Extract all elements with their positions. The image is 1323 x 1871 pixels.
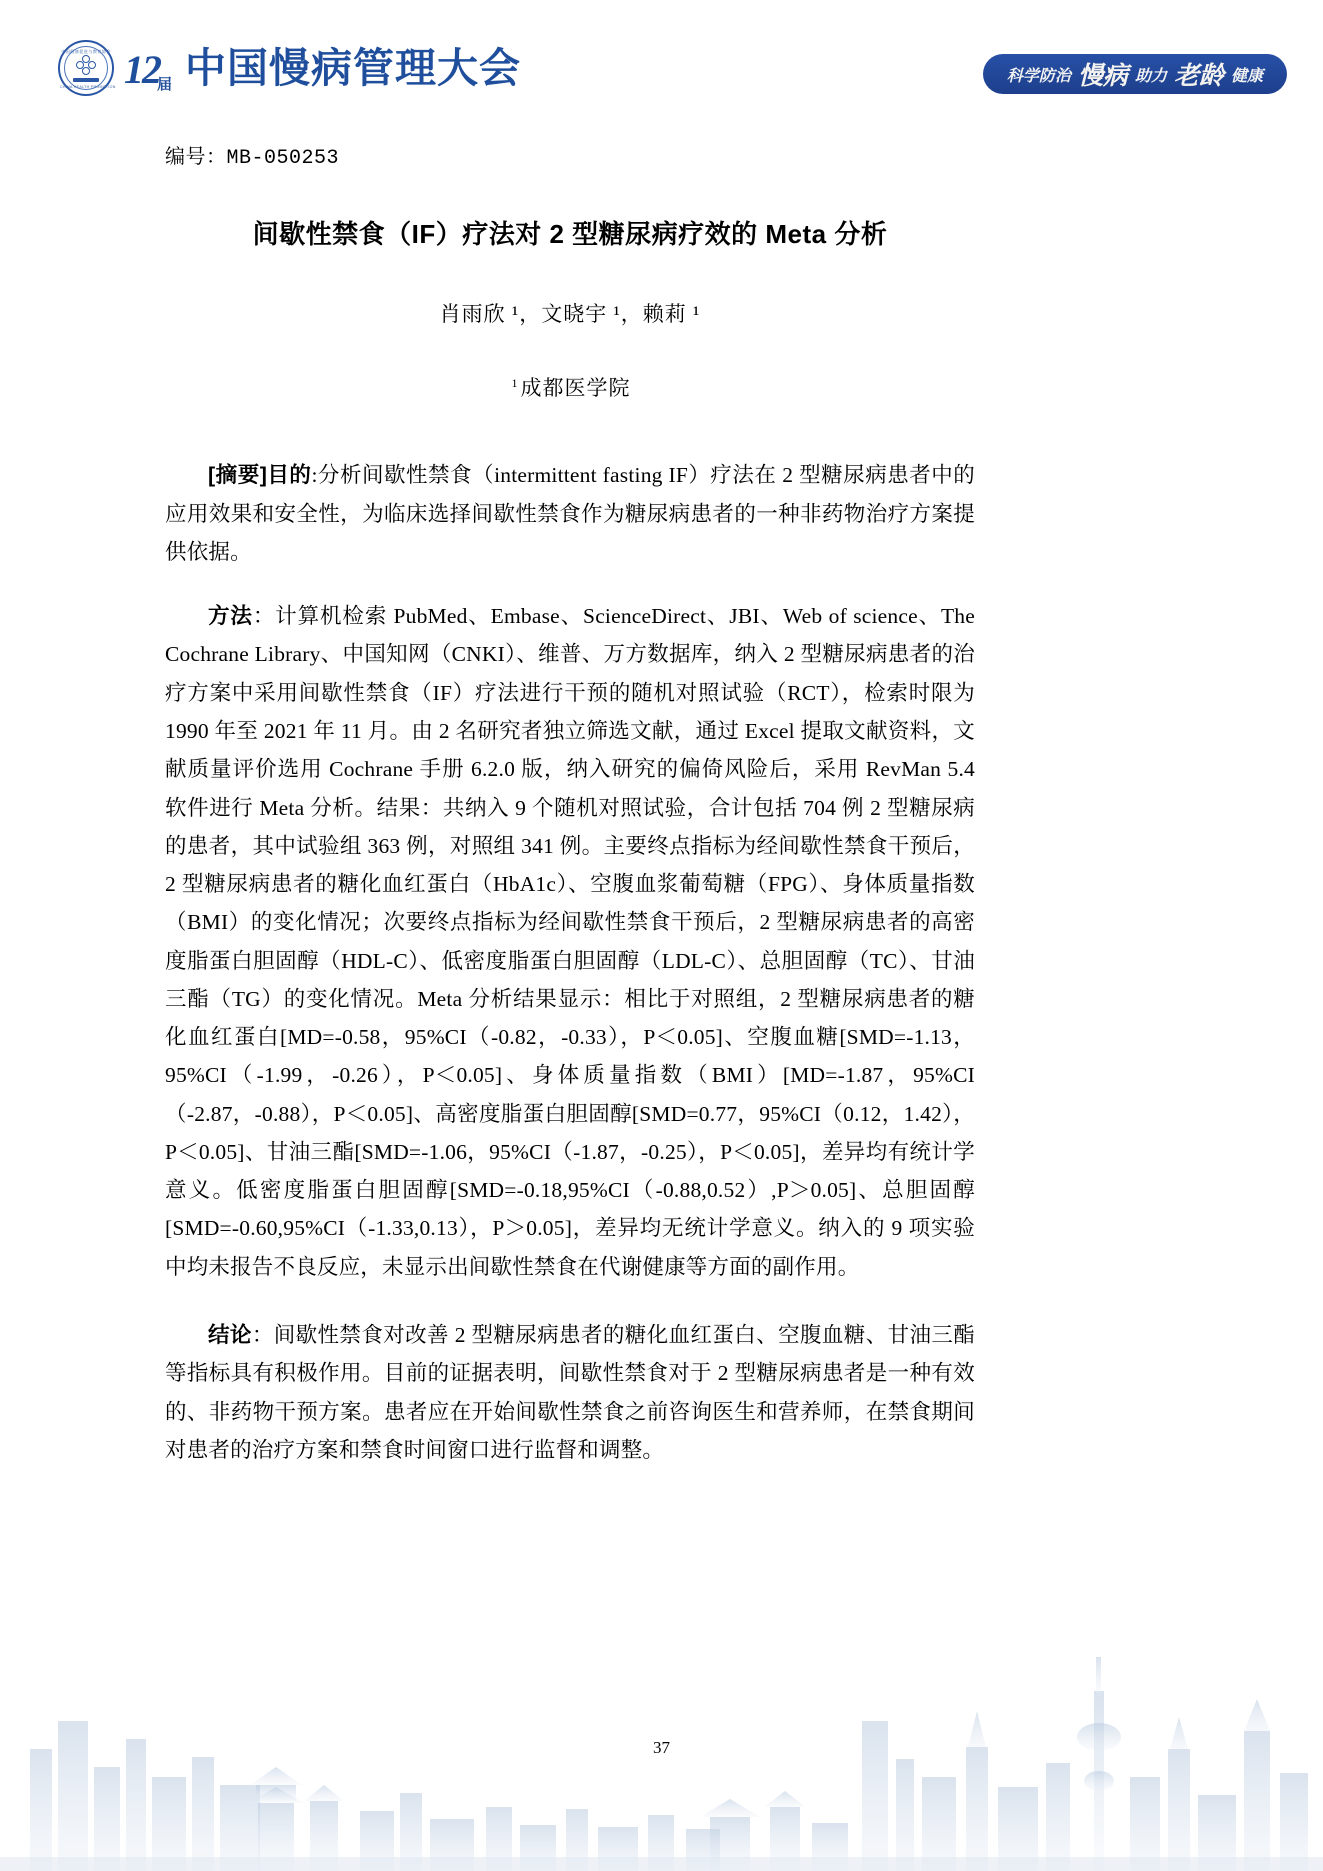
- edition-number: 12: [124, 47, 160, 92]
- association-seal-icon: [58, 40, 114, 96]
- abstract-objective-text: :分析间歇性禁食（intermittent fasting IF）疗法在 2 型糖尿病患者中的应用效果和安全性，为临床选择间歇性禁食作为糖尿病患者的一种非药物治疗方案提供依据。: [165, 463, 975, 564]
- abstract-conclusion-label: 结论: [208, 1322, 252, 1347]
- abstract-methods-label: 方法: [208, 604, 253, 629]
- slogan-part-3: 助力: [1134, 67, 1167, 85]
- document-content: [165, 140, 975, 1499]
- seal-base-icon: [73, 78, 99, 82]
- affiliation-name: 成都医学院: [520, 376, 631, 401]
- abstract-methods: [165, 597, 975, 1286]
- author-names: 肖雨欣 ¹，文晓宇 ¹，赖莉 ¹: [439, 302, 701, 327]
- abstract-conclusion: [165, 1316, 975, 1469]
- seal-flower-icon: [76, 55, 96, 75]
- affiliation-marker: 1: [511, 376, 519, 391]
- affiliation: [165, 372, 975, 402]
- slogan-part-1: 科学防治: [1006, 67, 1071, 85]
- author-list: [165, 298, 975, 328]
- slogan-part-4: 老龄: [1174, 56, 1224, 92]
- document-number-label: 编号：: [165, 146, 227, 168]
- abstract-objective-label: [摘要]目的: [208, 463, 312, 488]
- conference-name: 中国慢病管理大会: [185, 44, 522, 91]
- document-number: [165, 140, 975, 170]
- abstract-conclusion-text: ：间歇性禁食对改善 2 型糖尿病患者的糖化血红蛋白、空腹血糖、甘油三酯等指标具有积极作用。目前的证据表明，间歇性禁食对于 2 型糖尿病患者是一种有效的、非药物干预方案。患者应在开始间歇性禁食之前咨询医生和营养师，在禁食期间对患者的治疗方案和禁食时间窗口进行监督和调整。: [165, 1322, 975, 1462]
- page-title: 间歇性禁食（IF）疗法对 2 型糖尿病疗效的 Meta 分析: [252, 219, 888, 249]
- page-number: 37: [653, 1738, 670, 1757]
- slogan-part-2: 慢病: [1078, 56, 1128, 92]
- edition-suffix: 届: [157, 77, 173, 93]
- document-number-value: MB-050253: [226, 147, 340, 170]
- conference-logo: [58, 40, 521, 96]
- slogan-part-5: 健康: [1230, 67, 1263, 85]
- seal-top-text: 中国健康促进与教育协会: [61, 49, 111, 54]
- edition-badge: [124, 47, 175, 93]
- seal-bottom-text: CHINA HEALTH PROMOTION: [60, 85, 116, 89]
- page-header: [0, 0, 1323, 118]
- conference-slogan-banner: [983, 54, 1287, 94]
- skyline-decoration: [0, 1571, 1323, 1871]
- abstract-methods-text: ：计算机检索 PubMed、Embase、ScienceDirect、JBI、Web of science、The Cochrane Library、中国知网（CNKI）、维普、万方数据库，纳入 2 型糖尿病患者的治疗方案中采用间歇性禁食（IF）疗法进行干预的随机对照试验（RCT），检索时限为 1990 年至 2021 年 11 月。由 2 名研究者独立筛选文献，通过 Excel 提取文献资料，文献质量评价选用 Cochrane 手册 6.2.0 版，纳入研究的偏倚风险后，采用 RevMan 5.4 软件进行 Meta 分析。结果：共纳入 9 个随机对照试验，合计包括 704 例 2 型糖尿病的患者，其中试验组 363 例，对照组 341 例。主要终点指标为经间歇性禁食干预后，2 型糖尿病患者的糖化血红蛋白（HbA1c）、空腹血浆葡萄糖（FPG）、身体质量指数（BMI）的变化情况；次要终点指标为经间歇性禁食干预后，2 型糖尿病患者的高密度脂蛋白胆固醇（HDL-C）、低密度脂蛋白胆固醇（LDL-C）、总胆固醇（TC）、甘油三酯（TG）的变化情况。Meta 分析结果显示：相比于对照组，2 型糖尿病患者的糖化血红蛋白[MD=-0.58，95%CI（-0.82，-0.33），P＜0.05]、空腹血糖[SMD=-1.13，95%CI（-1.99，-0.26），P＜0.05]、身体质量指数（BMI）[MD=-1.87，95%CI（-2.87，-0.88），P＜0.05]、高密度脂蛋白胆固醇[SMD=0.77，95%CI（0.12，1.42），P＜0.05]、甘油三酯[SMD=-1.06，95%CI（-1.87，-0.25），P＜0.05]，差异均有统计学意义。低密度脂蛋白胆固醇[SMD=-0.18,95%CI（-0.88,0.52）,P＞0.05]、总胆固醇[SMD=-0.60,95%CI（-1.33,0.13），P＞0.05]，差异均无统计学意义。纳入的 9 项实验中均未报告不良反应，未显示出间歇性禁食在代谢健康等方面的副作用。: [165, 604, 975, 1279]
- abstract-objective: [165, 456, 975, 571]
